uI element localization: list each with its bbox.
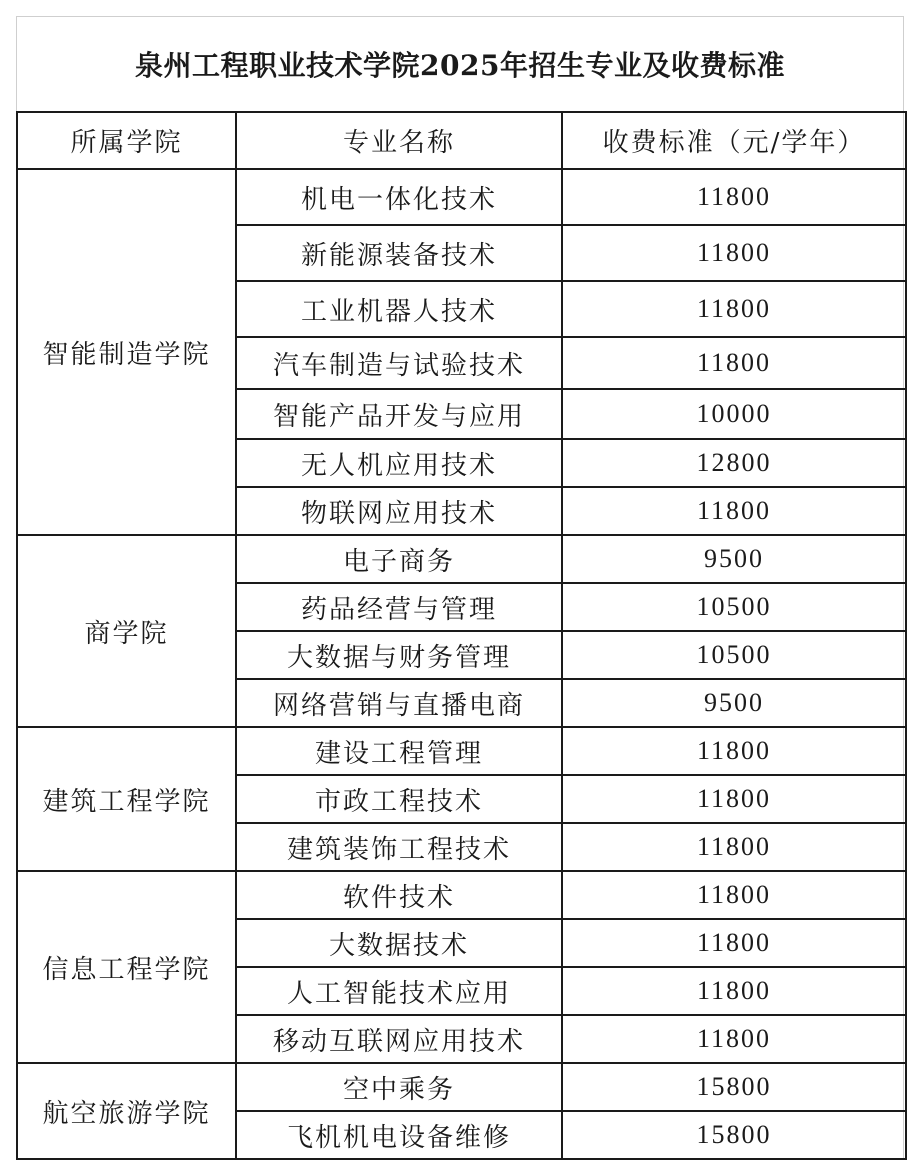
major-cell: 无人机应用技术: [236, 439, 562, 487]
fee-cell: 11800: [562, 919, 906, 967]
major-cell: 市政工程技术: [236, 775, 562, 823]
college-cell: 建筑工程学院: [17, 727, 236, 871]
fee-cell: 11800: [562, 225, 906, 281]
table-row: [17, 1063, 906, 1111]
fee-table: [16, 111, 907, 1160]
header-college: 所属学院: [17, 112, 236, 169]
fee-cell: 11800: [562, 281, 906, 337]
college-cell: 信息工程学院: [17, 871, 236, 1063]
table-row: [17, 871, 906, 919]
table-row: [17, 535, 906, 583]
major-cell: 软件技术: [236, 871, 562, 919]
major-cell: 建设工程管理: [236, 727, 562, 775]
fee-cell: 10500: [562, 583, 906, 631]
fee-cell: 11800: [562, 487, 906, 535]
major-cell: 工业机器人技术: [236, 281, 562, 337]
header-fee: 收费标准（元/学年）: [562, 112, 906, 169]
major-cell: 药品经营与管理: [236, 583, 562, 631]
major-cell: 大数据与财务管理: [236, 631, 562, 679]
major-cell: 建筑装饰工程技术: [236, 823, 562, 871]
major-cell: 智能产品开发与应用: [236, 389, 562, 439]
major-cell: 机电一体化技术: [236, 169, 562, 225]
fee-cell: 10500: [562, 631, 906, 679]
major-cell: 空中乘务: [236, 1063, 562, 1111]
major-cell: 人工智能技术应用: [236, 967, 562, 1015]
fee-cell: 10000: [562, 389, 906, 439]
college-cell: 智能制造学院: [17, 169, 236, 535]
major-cell: 汽车制造与试验技术: [236, 337, 562, 389]
fee-cell: 11800: [562, 727, 906, 775]
major-cell: 电子商务: [236, 535, 562, 583]
fee-cell: 9500: [562, 535, 906, 583]
major-cell: 物联网应用技术: [236, 487, 562, 535]
fee-cell: 12800: [562, 439, 906, 487]
table-row: [17, 727, 906, 775]
fee-cell: 11800: [562, 967, 906, 1015]
major-cell: 移动互联网应用技术: [236, 1015, 562, 1063]
header-major: 专业名称: [236, 112, 562, 169]
fee-cell: 15800: [562, 1063, 906, 1111]
major-cell: 大数据技术: [236, 919, 562, 967]
major-cell: 飞机机电设备维修: [236, 1111, 562, 1159]
fee-cell: 15800: [562, 1111, 906, 1159]
fee-cell: 9500: [562, 679, 906, 727]
college-cell: 航空旅游学院: [17, 1063, 236, 1159]
fee-cell: 11800: [562, 337, 906, 389]
major-cell: 网络营销与直播电商: [236, 679, 562, 727]
fee-cell: 11800: [562, 775, 906, 823]
fee-cell: 11800: [562, 823, 906, 871]
title-area: [16, 16, 904, 111]
page-title: 泉州工程职业技术学院2025年招生专业及收费标准: [135, 48, 785, 82]
fee-cell: 11800: [562, 1015, 906, 1063]
table-body: [17, 169, 906, 1159]
fee-cell: 11800: [562, 871, 906, 919]
college-cell: 商学院: [17, 535, 236, 727]
table-header-row: [17, 112, 906, 169]
table-row: [17, 169, 906, 225]
fee-cell: 11800: [562, 169, 906, 225]
major-cell: 新能源装备技术: [236, 225, 562, 281]
